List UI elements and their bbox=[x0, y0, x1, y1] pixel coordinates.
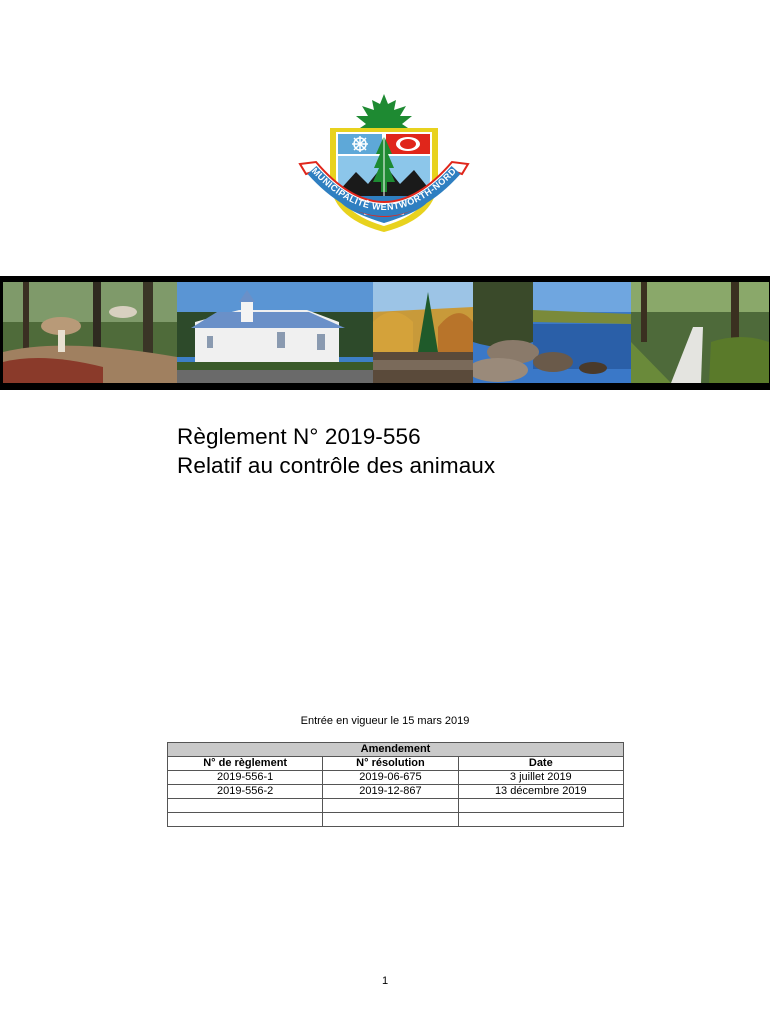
table-cell bbox=[458, 799, 623, 813]
table-row bbox=[168, 785, 624, 799]
bylaw-title: Règlement N° 2019-556 bbox=[177, 424, 421, 449]
table-cell: 2019-12-867 bbox=[323, 785, 458, 799]
amendment-caption: Amendement bbox=[168, 743, 624, 757]
column-header: Date bbox=[458, 757, 623, 771]
table-cell: 2019-06-675 bbox=[323, 771, 458, 785]
column-header: N° résolution bbox=[323, 757, 458, 771]
table-row bbox=[168, 813, 624, 827]
boardwalk-photo bbox=[631, 282, 769, 383]
table-row bbox=[168, 799, 624, 813]
table-header-row bbox=[168, 757, 624, 771]
effective-date: Entrée en vigueur le 15 mars 2019 bbox=[300, 715, 470, 727]
autumn-trees-photo bbox=[373, 282, 473, 383]
amendment-table bbox=[167, 742, 624, 827]
table-cell bbox=[168, 799, 323, 813]
table-cell bbox=[323, 799, 458, 813]
lake-rocks-photo bbox=[473, 282, 631, 383]
table-row bbox=[168, 771, 624, 785]
table-cell bbox=[323, 813, 458, 827]
table-cell: 3 juillet 2019 bbox=[458, 771, 623, 785]
table-cell bbox=[168, 813, 323, 827]
mushroom-forest-photo bbox=[3, 282, 177, 383]
municipal-coat-of-arms-logo bbox=[296, 92, 472, 248]
column-header: N° de règlement bbox=[168, 757, 323, 771]
bylaw-subtitle: Relatif au contrôle des animaux bbox=[177, 453, 496, 478]
photo-banner bbox=[0, 276, 770, 390]
title-block bbox=[177, 422, 495, 480]
table-cell bbox=[458, 813, 623, 827]
ribbon-text: MUNICIPALITÉ WENTWORTH-NORD bbox=[309, 165, 459, 213]
table-cell: 2019-556-2 bbox=[168, 785, 323, 799]
church-photo bbox=[177, 282, 373, 383]
table-cell: 13 décembre 2019 bbox=[458, 785, 623, 799]
amendment-caption-row bbox=[168, 743, 624, 757]
table-cell: 2019-556-1 bbox=[168, 771, 323, 785]
page-number: 1 bbox=[381, 975, 389, 987]
